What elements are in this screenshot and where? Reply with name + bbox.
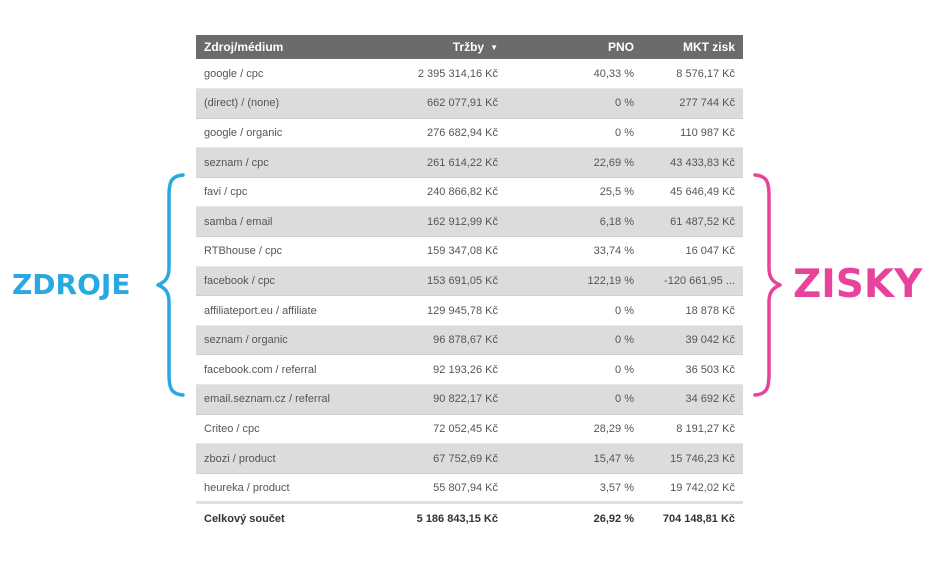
cell-pno: 33,74 % <box>506 237 642 267</box>
column-header-revenue-label: Tržby <box>452 40 485 54</box>
cell-mkt-profit: 61 487,52 Kč <box>642 207 743 237</box>
cell-revenue: 72 052,45 Kč <box>386 414 506 444</box>
cell-source: favi / cpc <box>196 177 386 207</box>
cell-source: Criteo / cpc <box>196 414 386 444</box>
table-header-row <box>196 35 743 59</box>
table-row <box>196 414 743 444</box>
data-table <box>196 35 743 533</box>
left-curly-brace-icon <box>155 172 189 398</box>
cell-revenue: 2 395 314,16 Kč <box>386 59 506 89</box>
cell-source: heureka / product <box>196 473 386 503</box>
cell-pno: 22,69 % <box>506 148 642 178</box>
cell-source: google / cpc <box>196 59 386 89</box>
cell-revenue: 662 077,91 Kč <box>386 89 506 119</box>
cell-source: RTBhouse / cpc <box>196 237 386 267</box>
cell-mkt-profit: 19 742,02 Kč <box>642 473 743 503</box>
table-row <box>196 118 743 148</box>
table-row <box>196 89 743 119</box>
total-revenue: 5 186 843,15 Kč <box>386 503 506 533</box>
total-source: Celkový součet <box>196 503 386 533</box>
cell-source: facebook.com / referral <box>196 355 386 385</box>
right-curly-brace-icon <box>749 172 783 398</box>
cell-pno: 0 % <box>506 89 642 119</box>
cell-revenue: 90 822,17 Kč <box>386 385 506 415</box>
cell-mkt-profit: -120 661,95 ... <box>642 266 743 296</box>
cell-mkt-profit: 39 042 Kč <box>642 325 743 355</box>
table-row <box>196 385 743 415</box>
cell-pno: 25,5 % <box>506 177 642 207</box>
cell-source: (direct) / (none) <box>196 89 386 119</box>
cell-source: samba / email <box>196 207 386 237</box>
cell-revenue: 67 752,69 Kč <box>386 444 506 474</box>
cell-pno: 0 % <box>506 325 642 355</box>
cell-revenue: 261 614,22 Kč <box>386 148 506 178</box>
cell-mkt-profit: 110 987 Kč <box>642 118 743 148</box>
cell-source: affiliateport.eu / affiliate <box>196 296 386 326</box>
cell-revenue: 162 912,99 Kč <box>386 207 506 237</box>
table-row <box>196 355 743 385</box>
cell-mkt-profit: 34 692 Kč <box>642 385 743 415</box>
cell-mkt-profit: 36 503 Kč <box>642 355 743 385</box>
data-table-container <box>196 35 743 533</box>
zdroje-label: ZDROJE <box>12 268 131 301</box>
column-header-source[interactable] <box>196 35 386 59</box>
column-header-mkt-profit-label: MKT zisk <box>682 40 735 54</box>
cell-mkt-profit: 45 646,49 Kč <box>642 177 743 207</box>
cell-revenue: 55 807,94 Kč <box>386 473 506 503</box>
column-header-mkt-profit[interactable] <box>642 35 743 59</box>
cell-source: google / organic <box>196 118 386 148</box>
sort-descending-icon: ▼ <box>490 43 498 52</box>
table-row <box>196 325 743 355</box>
cell-pno: 122,19 % <box>506 266 642 296</box>
table-row <box>196 59 743 89</box>
total-mkt-profit: 704 148,81 Kč <box>642 503 743 533</box>
cell-pno: 0 % <box>506 118 642 148</box>
table-row <box>196 473 743 503</box>
column-header-revenue[interactable] <box>386 35 506 59</box>
cell-pno: 28,29 % <box>506 414 642 444</box>
table-row <box>196 148 743 178</box>
cell-mkt-profit: 8 576,17 Kč <box>642 59 743 89</box>
table-row <box>196 296 743 326</box>
cell-revenue: 276 682,94 Kč <box>386 118 506 148</box>
cell-pno: 0 % <box>506 355 642 385</box>
table-row <box>196 444 743 474</box>
cell-revenue: 159 347,08 Kč <box>386 237 506 267</box>
column-header-source-label: Zdroj/médium <box>204 40 284 54</box>
table-row <box>196 177 743 207</box>
total-pno: 26,92 % <box>506 503 642 533</box>
cell-pno: 0 % <box>506 385 642 415</box>
cell-pno: 3,57 % <box>506 473 642 503</box>
cell-revenue: 240 866,82 Kč <box>386 177 506 207</box>
cell-source: seznam / cpc <box>196 148 386 178</box>
cell-mkt-profit: 43 433,83 Kč <box>642 148 743 178</box>
cell-pno: 0 % <box>506 296 642 326</box>
cell-mkt-profit: 8 191,27 Kč <box>642 414 743 444</box>
cell-mkt-profit: 15 746,23 Kč <box>642 444 743 474</box>
cell-mkt-profit: 277 744 Kč <box>642 89 743 119</box>
cell-revenue: 96 878,67 Kč <box>386 325 506 355</box>
cell-mkt-profit: 18 878 Kč <box>642 296 743 326</box>
table-row <box>196 266 743 296</box>
cell-revenue: 153 691,05 Kč <box>386 266 506 296</box>
cell-source: zbozi / product <box>196 444 386 474</box>
table-total-row <box>196 503 743 533</box>
table-row <box>196 237 743 267</box>
cell-pno: 40,33 % <box>506 59 642 89</box>
cell-source: seznam / organic <box>196 325 386 355</box>
column-header-pno[interactable] <box>506 35 642 59</box>
cell-revenue: 92 193,26 Kč <box>386 355 506 385</box>
cell-source: facebook / cpc <box>196 266 386 296</box>
cell-pno: 6,18 % <box>506 207 642 237</box>
cell-pno: 15,47 % <box>506 444 642 474</box>
cell-source: email.seznam.cz / referral <box>196 385 386 415</box>
column-header-pno-label: PNO <box>607 40 634 54</box>
zisky-label: ZISKY <box>793 262 923 307</box>
cell-mkt-profit: 16 047 Kč <box>642 237 743 267</box>
table-row <box>196 207 743 237</box>
cell-revenue: 129 945,78 Kč <box>386 296 506 326</box>
